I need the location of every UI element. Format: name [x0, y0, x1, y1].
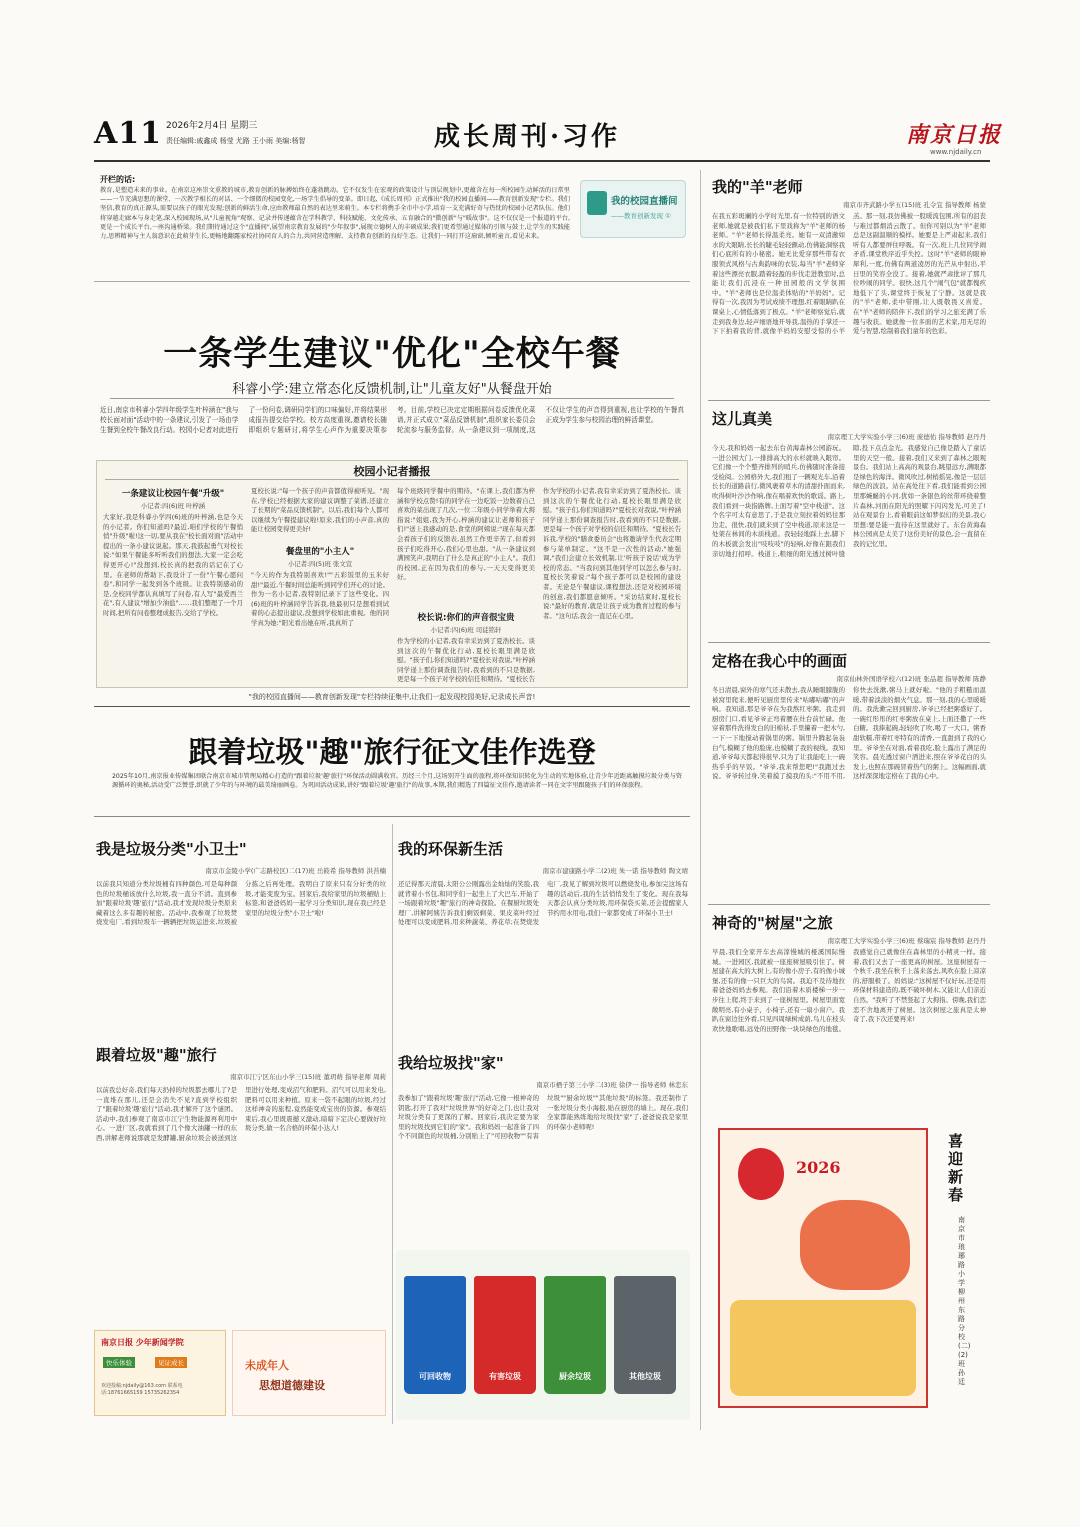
artwork-year: 2026 — [796, 1158, 841, 1177]
sub5-body-b: 作为学校的小记者,我有幸采访到了夏浩校长。谈到这次的午餐优化行动,夏校长眼里满是欣慰。"孩子们,你们知道吗?"夏校长对我说,"叶梓涵同学递上那份调查报告时,我看到的不只是数据,更是每一个孩子对学校的信任和期待。"夏校长告诉我,学校的"膳食委员会"也将邀请学生代表定期参与菜单制定。"这不是一次性的活动,"她强调,"我们会建立长效机制,让'听孩子说话'成为学校的常态。"当我问到其他同学可以怎么参与时,夏校长笑着说:"每个孩子都可以是校园的建设者。无论是午餐建议,课程想法,还是对校园环境的创意,我们都愿意倾听。"采访结束时,夏校长说:"最好的教育,就是让孩子成为教育过程的参与者。"这句话,我会一直记在心里。 — [543, 487, 681, 620]
artwork-lantern — [738, 1148, 784, 1200]
reporter-box — [96, 460, 688, 688]
promo-tag-2: 见证成长 — [155, 1357, 187, 1368]
right-a1-title: 我的"羊"老师 — [712, 178, 803, 196]
moral-promo-sub: 思想道德建设 — [259, 1379, 325, 1392]
right-a3-title: 定格在我心中的画面 — [712, 652, 848, 670]
broadcast-icon — [587, 191, 607, 215]
right-a4-body: 早晨,我们全家开车去高淳慢城的桠溪国际慢城。一进园区,我就被一座座树屋吸引住了。树屋建在高大的大树上,有的像小房子,有的像小城堡,还有的像一只巨大的鸟窝。我迫不及待地拉着爸爸妈妈去参观。我们沿着木质楼梯一步一步往上爬,终于来到了一座树屋里。树屋里面宽敞明亮,有小桌子、小椅子,还有一扇小窗户。我趴在窗边往外看,只见四周绿树成荫,鸟儿在枝头欢快地歌唱,远处的田野像一块块绿色的地毯。我感觉自己就像住在森林里的小精灵一样。接着,我们又去了一座更高的树屋。这座树屋有一个秋千,我坐在秋千上荡来荡去,风吹在脸上凉凉的,舒服极了。妈妈说:"这树屋不仅好玩,还是用环保材料建造的,既不破坏树木,又能让人们亲近自然。"我听了不禁竖起了大拇指。傍晚,我们恋恋不舍地离开了树屋。这次树屋之旅真是太神奇了,我下次还要再来! — [712, 948, 986, 1033]
lead-headline: 一条学生建议"优化"全校午餐 — [163, 334, 621, 374]
sub2-body: 夏校长说:"每一个孩子的声音都值得被听见。"现在,学校已经根据大家的建议调整了菜谱,还建立了长期的"菜品反馈机制"。以后,我们每个人都可以继续为午餐提建议啦!原来,我们的小声音,真的能让校园变得更美好! — [251, 487, 389, 534]
other-bin-label: 其他垃圾 — [629, 1372, 661, 1381]
sub3-byline: 小记者:四(5)班 张文宣 — [287, 560, 353, 568]
sub1-title: 一条建议让校园午餐"升级" — [121, 489, 225, 499]
recyclable-bin-label: 可回收物 — [419, 1372, 451, 1381]
sub5-byline: 小记者:四(6)班 司徒铭轩 — [430, 626, 502, 634]
lead-body: 近日,南京市科睿小学四年级学生叶梓涵在"我与校长面对面"活动中的一条建议,引发了一场由学生餐到全校午餐改良行动。校园小记者对此进行了一份问卷,调研同学们的口味偏好,并将结果形成报告提交给学校。校方高度重视,邀请校长随即组织专题研讨,将学生心声作为重要决策参考。目前,学校已决定定期根据问卷反馈优化菜谱,并正式成立"菜品反馈机制",组织家长委员会轮流参与服务监督。从一条建议到一项制度,这不仅让学生的声音得到重视,也让学校的午餐真正成为学生参与校园治理的鲜活课堂。 — [100, 406, 684, 434]
promo-small: 欢迎投稿:njdaily@163.com 联系电话:18761665159 15735262354 — [101, 1383, 183, 1396]
essay1-byline: 南京市金陵小学(广志路校区)二(17)班 岳筱希 指导教师 洪苔楠 — [205, 867, 386, 875]
essay1-body: 以前我只知道分类垃圾桶有四种颜色,可是每种颜色的垃圾桶该放什么垃圾,我一直分不清。直到参加"跟着垃圾'趣'旅行"活动,我才发现垃圾分类原来藏着这么多有趣的秘密。活动中,我参观了垃圾焚烧发电厂,看到垃圾车一辆辆把垃圾运进来,垃圾被分拣之后再处理。我明白了原来只有分好类的垃圾,才能变废为宝。回家后,我给家里的垃圾桶贴上标签,和爸爸妈妈一起学习分类知识,现在我已经是家里的垃圾分类"小卫士"啦! — [96, 880, 386, 927]
sub5-body-a: 作为学校的小记者,我有幸采访到了夏浩校长。谈到这次的午餐优化行动,夏校长眼里满是欣慰。"孩子们,你们知道吗?"夏校长对我说,"叶梓涵同学递上那份调查报告时,我看到的不只是数据,更是每一个孩子对学校的信任和期待。"夏校长告 — [397, 637, 535, 683]
right-a1-byline: 南京市齐武路小学五(15)班 孔令宜 指导教师 杨蒙 — [842, 201, 986, 209]
new-year-byline: 南京市琅琊路小学柳州东路分校(二)(2)班 孙廷 — [958, 1216, 971, 1386]
page-number: A11 — [94, 116, 163, 151]
essay4-byline: 南京市栖子第三小学二(3)班 徐伊一 指导老师 林恋东 — [536, 1081, 688, 1089]
recyclable-bin — [404, 1276, 466, 1394]
right-rule-3 — [708, 904, 990, 905]
site-url: www.njdaily.cn — [930, 148, 982, 156]
column-footer-note: "我的校园直播间——教育创新发现"专栏持续征集中,让我们一起发现校园美好,记录成长声音! — [248, 693, 536, 701]
right-rule-2 — [708, 642, 990, 643]
intro-text: 教育,是塑造未来的事业。在南京这座崇文重教的城市,教育创新的脉搏始终在蓬勃跳动。它不仅发生在宏观的政策设计与顶层规划中,更蕴含在每一所校园生动鲜活的日常里——一节充满思想的课堂、一次教学相长的对话、一个细微的校园变化,一场学生倡导的变革。即日起,《成长周刊》正式推出"我的校园直播间——教育创新发现"专栏。我们坚信,教育的真正源头,需要以孩子的眼光发现;创新的鲜活生命,应由教师最自然的表达里来萌生。本专栏将携手全市中小学,培育一支充满好奇与热忱的校园小记者队伍。他们将穿越走廊本与身走笔,深入校园现场,从"儿童视角"观察、记录并传递蕴含在学科教学、科技赋能、文化传承、五育融合的"微创新"与"暖故事"。这不仅仅是一个报道的平台,更是一个成长平台,一座沟通桥梁。我们期待通过这个"直播间",展望南京教育发展的"少年叙事",展现立德树人的丰硕成果;我们更希望通过媒体的引领与鼓士,让学生的实践能力,思辨精神与主人翁意识在此萌芽生长,更畅地翻露家校社协同育人的合力,共同营造理解、支持教育创新的良好生态。让我们一同打开这扇窗,倾听童言,看见未来。 — [100, 187, 570, 241]
feature-divider — [392, 824, 393, 1424]
garbage-bins-illustration — [396, 1250, 690, 1420]
lead-bottom-rule — [94, 706, 690, 707]
moral-promo-title: 未成年人 — [245, 1359, 289, 1372]
right-a2-title: 这儿真美 — [712, 410, 773, 428]
column-badge-subtitle: ——教育创新发现 ① — [611, 212, 671, 220]
feature-rule — [94, 816, 690, 817]
hazardous-bin — [474, 1276, 536, 1394]
right-rule-1 — [708, 400, 990, 401]
kitchen-bin — [544, 1276, 606, 1394]
lead-subheadline: 科睿小学:建立常态化反馈机制,让"儿童友好"从餐盘开始 — [232, 382, 552, 397]
reporter-box-rule — [105, 479, 679, 480]
essay3-body: 以前我总好奇,我们每天扔掉的垃圾都去哪儿了?是一直堆在那儿,还是会消失不见?直到学校组织了"跟着垃圾'趣'旅行"活动,我才解开了这个谜团。活动中,我们参观了南京市江宁生物能源再利用中心。一进厂区,我就看到了几个像大油罐一样的东西,讲解老师说那就是发酵罐,厨余垃圾会被送到这里进行处理,变成沼气和肥料。沼气可以用来发电,肥料可以用来种植。原来一袋不起眼的垃圾,经过这样神奇的旅程,竟然能变成宝贵的资源。参观结束后,我心里既震撼又激动,暗暗下定决心要做好垃圾分类,做一名合格的环保小达人! — [96, 1086, 386, 1142]
right-a3-byline: 南京仙林外国语学校六(12)班 张品超 指导教师 陈静 — [836, 675, 986, 683]
intro-box — [94, 170, 690, 282]
sub3-title: 餐盘里的"小主人" — [285, 547, 355, 557]
header-rule — [94, 160, 990, 162]
essay3-byline: 南京市江宁区东山小学三(15)班 董玥萌 指导老师 周莉 — [229, 1073, 386, 1081]
reporter-box-title: 校园小记者播报 — [353, 465, 431, 478]
essay2-title: 我的环保新生活 — [398, 840, 504, 858]
right-a4-title: 神奇的"树屋"之旅 — [712, 914, 833, 932]
main-column-divider — [700, 170, 701, 1430]
sub4-body: 每个班级同学餐中的期待。"在课上,我们都为梓涵和学校点赞!有的同学在一边吃饭一边数着自己喜欢的菜出现了几次,一位二年级小同学举着大拇指说:"姐姐,我为开心,梓涵的建议让老师和孩子们!"送上我感动的是,食堂的阿姨说:"现在每天都会看孩子们的反馈表,虽然工作更辛苦了,但看到孩子们吃得开心,我们心里也甜。"从一条建议到满园笑声,我明白了什么是真正的"小主人"。我们的校园,正在因为我们的参与,一天天变得更美好。 — [397, 487, 535, 582]
hazardous-bin-label: 有害垃圾 — [489, 1372, 521, 1381]
promo-logo: 南京日报 少年新闻学院 — [101, 1338, 184, 1347]
right-a4-byline: 南京理工大学实验小学三(6)班 蔡瑞宸 指导教师 赵丹丹 — [827, 937, 986, 945]
sub5-title: 校长说:你们的声音很宝贵 — [417, 613, 515, 623]
feature-intro: 2025年10月,南京报业传媒集团联合南京市城市管理局精心打造的"跟着垃圾'趣'旅行"环保活动圆满收官。历经三个月,这场别开生面的旅程,将环保知识转化为生动的实地体验,让青少年近距离触摸垃圾分类与资源循环的奥秘,活动受广泛赞誉,织就了少年的与环境的最美绮丽画卷。为巩固活动成果,讲好"跟着垃圾'趣'旅行"的故事,本期,我们精选了四篇征文佳作,邀请读者一同在文字里跟随孩子们的环保旅程。 — [112, 773, 682, 790]
essay3-title: 跟着垃圾"趣"旅行 — [96, 1046, 217, 1064]
other-bin — [614, 1276, 676, 1394]
kitchen-bin-label: 厨余垃圾 — [559, 1372, 591, 1381]
right-a1-body: 在我五彩斑斓的小学时光里,有一位特别的语文老师,她就是被我们私下里戏称为"羊"老师的杨老师。"羊"老师长得温柔亮。她有一双清澈如水的大眼睛,长长的睫毛轻轻颤动,仿佛能洞察我们心底所有的小秘密。她无比爱穿那些带有衣服领式风格与古典韵味的衣装,每当"羊"老师穿着这些漂亮衣服,踏着轻盈的步伐走进教室时,总能让我们沉浸在一种田园般的文学氛围中。"羊"老师也是位温柔体贴的"羊妈妈"。记得有一次,我因为考试成绩不理想,红着眼睛趴在课桌上,心情低落到了极点。"羊"老师察觉后,就走到我身边,轻声细语地开导我,温热的手掌还一下下拍着我的背,就像羊妈妈安慰受惊的小羊羔。那一刻,我仿佛被一股暖流包围,所有的沮丧与难过都烟消云散了。但你可别以为"羊"老师总是这副温顺的模样。她要是上严肃起来,我们听有人都要屏住呼吸。有一次,班上几位同学闹矛盾,课堂秩序近乎失控。这时"羊"老师的眼神犀利,一度,仿佛有两道凌厉的光芒从中射出,平日里的笑容全没了。接着,她就严肃批评了那几位吵闹的同学。很快,这几个"闹气包"就都愧疚地低下了头,课堂终于恢复了宁静。这就是我的"羊"老师,柔中带刚,让人既敬畏又喜爱。在"羊"老师的陪伴下,我们的学习之旅充满了乐趣与收获。她就像一位多面的艺术家,用无尽的爱与智慧,绘制着我们童年的色彩。 — [712, 212, 986, 336]
lead-rule — [110, 398, 674, 399]
promo-tag-1: 快乐体验 — [103, 1357, 135, 1368]
artwork-dragon — [800, 1200, 910, 1290]
page-date: 2026年2月4日 星期三 — [166, 121, 258, 131]
moral-promo — [232, 1330, 386, 1416]
feature-headline: 跟着垃圾"趣"旅行征文佳作选登 — [188, 735, 596, 769]
youth-news-promo — [94, 1330, 226, 1416]
sub3-body: "今天的作为我特别喜欢!""五彩饭里的玉米好甜!"最近,午餐时间总能听到同学们开心的讨论。作为一名小记者,我特别记录下了这些变化。四(6)班的叶梓涵同学告诉我,他最初只是想看到试着的心态提出建议,没想到学校如此重视。他的同学真为她:"阳光看出她在听,我真所了 — [251, 571, 389, 627]
new-year-artwork — [718, 1128, 928, 1408]
sub1-body: 大家好,我是科睿小学四(6)班的叶梓涵,也是今天的小记者。你们知道吗?最近,咱们学校的午餐悄悄"升级"啦!这一切,要从我在"校长面对面"活动中提出的一条小建议说起。那天,我鼓起勇气对校长说:"如果午餐能多听听我们的想法,大家一定会吃得更开心!"没想到,校长真的把我的话记在了心里。在老师的帮助下,我设计了一份"午餐心愿问卷",和同学一起发到各个班级。让我特别感动的是,全校同学都认真填写了问卷,有人写"最爱西兰花",有人建议"增加少油盐"……我们整理了一个月时间,把所有问卷整理成报告,交给了学校。 — [103, 513, 243, 617]
essay4-title: 我给垃圾找"家" — [398, 1054, 504, 1072]
sub1-byline: 小记者:四(6)班 叶梓涵 — [140, 502, 206, 510]
artwork-crowd — [730, 1300, 916, 1396]
newspaper-logo: 南京日报 — [906, 122, 1003, 148]
essay1-title: 我是垃圾分类"小卫士" — [96, 840, 247, 858]
section-title: 成长周刊·习作 — [434, 122, 621, 152]
column-badge — [580, 180, 686, 238]
new-year-title: 喜迎新春 — [948, 1132, 964, 1204]
right-a2-byline: 南京理工大学实验小学三(6)班 庞德佑 指导教师 赵丹丹 — [827, 433, 986, 441]
right-a3-body: 冬日清晨,窗外的寒气还未散去,我从睡眼朦胧的被窝里爬来,便听见厨房里传来"咕嘟咕嘟"的声响。我知道,那是爷爷在为我熬红枣粥。我走到厨房门口,看见爷爷正弯着腰在灶台前忙碌。他穿着那件洗得发白的旧棉袄,手里攥着一把木勺,一下一下地搅动着锅里的粥。锅里升腾起袅袅白气,模糊了他的脸庞,也模糊了我的视线。我知道,爷爷每天都起得很早,只为了让我能吃上一碗热乎乎的早饭。"爷爷,我来帮您吧!"我跑过去说。爷爷转过身,笑着摸了摸我的头:"不用不用,你快去洗漱,粥马上就好啦。"他的手粗糙而温暖,带着淡淡的烟火气息。那一刻,我的心里暖暖的。我洗漱完回到厨房,爷爷已经把粥盛好了。一碗红彤彤的红枣粥放在桌上,上面还撒了一些白糖。我捧起碗,轻轻吹了吹,喝了一大口。粥香甜软糯,带着红枣特有的清香,一直甜到了我的心里。爷爷坐在对面,看着我吃,脸上露出了满足的笑容。晨光透过窗户洒进来,照在爷爷花白的头发上,也照在那碗冒着热气的粥上。这幅画面,就这样深深地定格在了我的心中。 — [712, 686, 986, 781]
intro-label: 开栏的话: — [100, 175, 136, 184]
essay2-body: 还记得那天清晨,太阳公公刚露出金灿灿的笑脸,我就背着小书包,和同学们一起坐上了大巴车,开始了一场跟着垃圾"趣"旅行的神奇探险。在餐厨垃圾处理厂,讲解阿姨告诉我们剩饭剩菜、果皮菜叶经过处理可以变成肥料,用来种蔬菜、养花草;在焚烧发电厂,我见了解到垃圾可以燃烧发电,参加完这场有趣的活动后,我的生活悄悄发生了变化。现在我每天都会认真分类垃圾,用环保袋买菜,还会提醒家人节约用水用电,我们一家都变成了环保小卫士! — [398, 880, 688, 927]
essay2-byline: 南京市建康路小学二(2)班 朱一诺 指导教师 陶文靖 — [542, 867, 688, 875]
essay4-body: 我参加了"跟着垃圾'趣'旅行"活动,它像一根神奇的钥匙,打开了我对"垃圾世界"的好奇之门,也让我对垃圾分类有了更深的了解。回家后,我决定要为家里的垃圾找到它们的"家"。我和妈妈一起准备了四个不同颜色的垃圾桶,分别贴上了"可回收物""有害垃圾""厨余垃圾""其他垃圾"的标签。我还制作了一张垃圾分类小海报,贴在厨房的墙上。现在,我们全家都能熟练地给垃圾找"家"了,爸爸说我是家里的环保小老师呢! — [398, 1094, 688, 1141]
page-editors: 责任编辑:戚鑫成 杨莹 尤路 王小雨 美编:杨智 — [166, 137, 306, 145]
column-badge-title: 我的校园直播间 — [611, 196, 678, 207]
right-a2-body: 今天,我和妈妈一起去东台黄海森林公园游玩。一进公园大门,一排排高大的水杉就映入眼帘。它们像一个个整齐排列的哨兵,仿佛随时准备接受检阅。公园格外大,我们租了一辆观光车,沿着长长的道路前行,微风裹着草木的清甜扑面而来,吹得树叶沙沙作响,像在唱着欢快的歌谣。路上,我们看到一块指路牌,上面写着"空中栈道"。这个名字可太有意思了,于是我立刻拉着妈妈往那边走。很快,我们就来到了空中栈道,原来这是一处架在林间的木质栈道。我轻轻地踩上去,脚下的木板就会发出"吱吱吱"的轻响,好像在跟我们亲切地打招呼。栈道上,粗细的阳光透过树叶缝隙,投下点点金光。我感觉自己像是踏入了童话里的天空一般。接着,我们又来到了森林之眼观景台。我们站上高高的观景台,眺望远方,满眼都是绿色的海洋。微风吹过,树梢摇晃,像是一层层绿色的波浪。站在高处往下看,我们能看到公园里那蜿蜒的小河,犹如一条银色的丝带环绕着整片森林,河面在阳光的照耀下闪闪发光,可美了!站在观景台上,看着眼前这如梦似幻的美景,我心里想:要是能一直待在这里就好了。东台黄海森林公园真是太美了!这份美好的景色,会一直留在我的记忆里。 — [712, 444, 986, 558]
